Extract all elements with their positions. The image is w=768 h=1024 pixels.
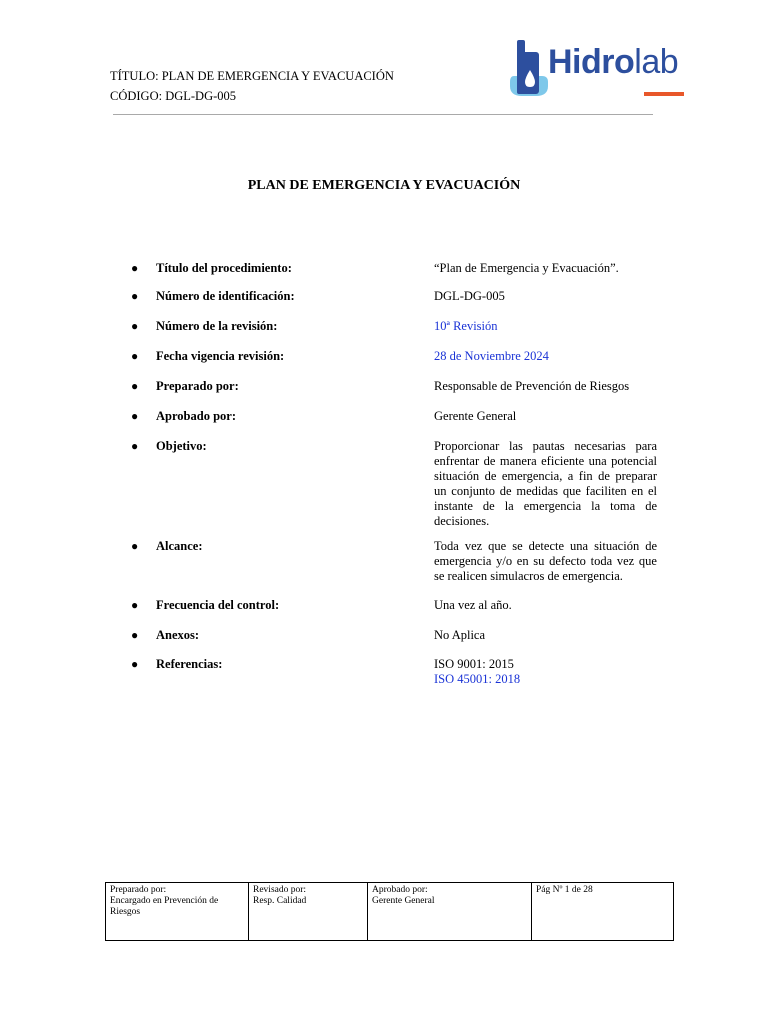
header-code-line: CÓDIGO: DGL-DG-005 [110,89,237,103]
item-label: Preparado por: [156,379,239,393]
bullet: ● [131,319,139,333]
footer-cell-prepared [106,883,249,941]
approval-footer-table [105,882,674,941]
item-label: Anexos: [156,628,200,642]
reference-iso-9001: ISO 9001: 2015 [434,657,514,671]
bullet: ● [131,261,139,275]
logo-flask-icon [508,36,552,100]
header-divider [113,114,653,115]
item-value: 28 de Noviembre 2024 [434,349,549,363]
logo-underline [644,92,684,96]
footer-cell-page [532,883,674,941]
item-label: Número de identificación: [156,289,295,303]
item-value: Responsable de Prevención de Riesgos [434,379,630,393]
bullet: ● [131,657,139,671]
item-label: Título del procedimiento: [156,261,292,275]
header-title-line: TÍTULO: PLAN DE EMERGENCIA Y EVACUACIÓN [110,69,394,83]
item-label: Objetivo: [156,439,207,453]
footer-reviewed-label: Revisado por: [253,885,307,895]
footer-prepared-value: Encargado en Prevención de Riesgos [110,896,219,917]
item-label: Fecha vigencia revisión: [156,349,285,363]
bullet: ● [131,628,139,642]
item-label: Número de la revisión: [156,319,278,333]
item-value: DGL-DG-005 [434,289,505,303]
bullet: ● [131,289,139,303]
footer-cell-reviewed [249,883,368,941]
item-label: Referencias: [156,657,223,671]
item-value: “Plan de Emergencia y Evacuación”. [434,261,619,275]
item-label: Frecuencia del control: [156,598,280,612]
item-value: Proporcionar las pautas necesarias para enfrentar de manera eficiente una potencial situación de emergencia, a fin de preparar un conjunto de medidas que faciliten en el instante de la emergencia la toma de decisiones. [434,439,657,528]
bullet: ● [131,379,139,393]
item-value: No Aplica [434,628,486,642]
bullet: ● [131,598,139,612]
document-title: PLAN DE EMERGENCIA Y EVACUACIÓN [247,178,521,193]
item-value: 10ª Revisión [434,319,498,333]
item-label: Aprobado por: [156,409,236,423]
footer-approved-value: Gerente General [372,896,435,906]
footer-cell-approved [368,883,532,941]
item-value: Gerente General [434,409,517,423]
item-label: Alcance: [156,539,203,553]
bullet: ● [131,409,139,423]
item-value: Toda vez que se detecte una situación de emergencia y/o en su defecto toda vez que se realicen simulacros de emergencia. [434,539,657,583]
bullet: ● [131,439,139,453]
table-row [106,883,674,941]
company-logo [508,36,688,100]
footer-approved-label: Aprobado por: [372,885,428,895]
item-value [434,657,657,687]
bullet: ● [131,349,139,363]
footer-reviewed-value: Resp. Calidad [253,896,307,906]
page-number: Pág Nº 1 de 28 [536,885,593,895]
reference-iso-45001: ISO 45001: 2018 [434,672,521,686]
item-value: Una vez al año. [434,598,512,612]
header-text [110,66,394,106]
logo-wordmark: Hidrolab [548,43,679,81]
footer-prepared-label: Preparado por: [110,885,167,895]
bullet: ● [131,539,139,553]
